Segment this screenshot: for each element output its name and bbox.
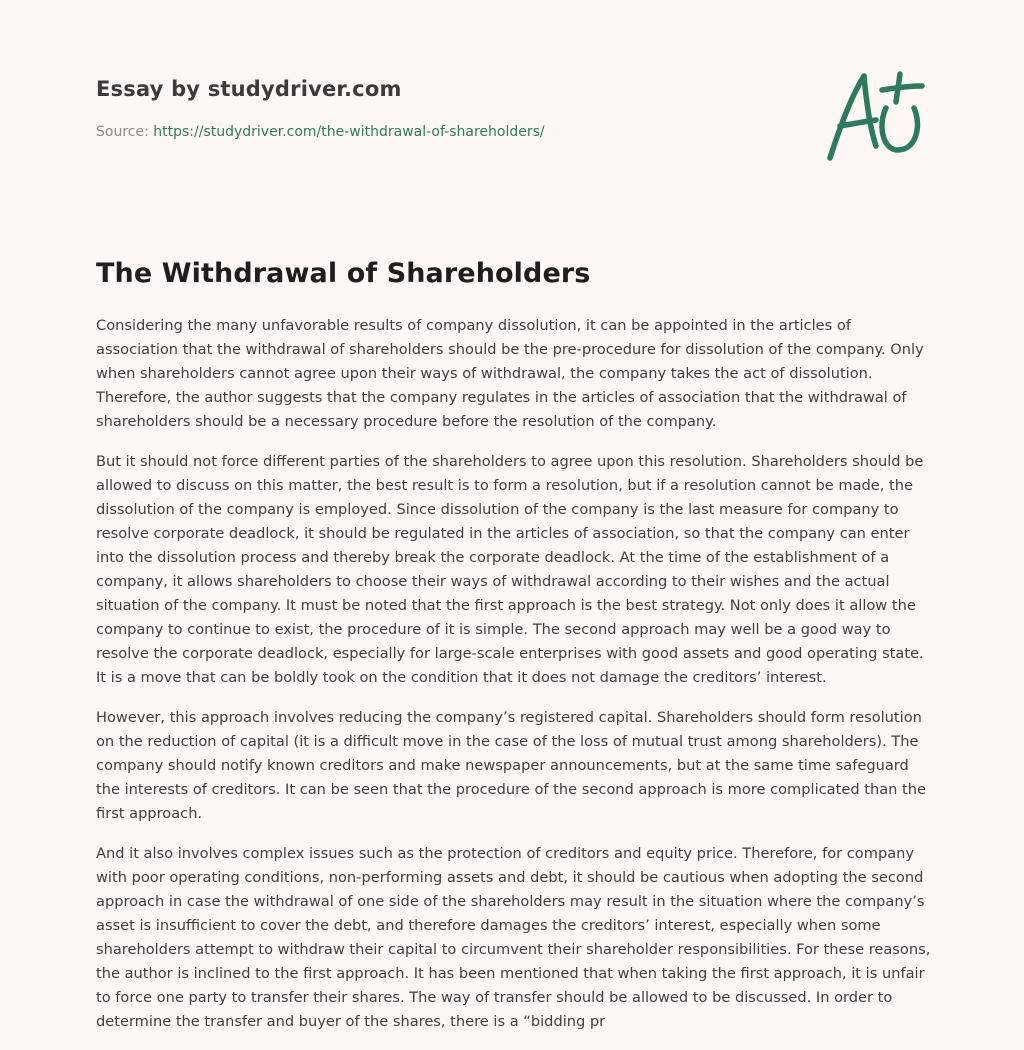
essay-header xyxy=(96,74,796,142)
essay-body xyxy=(96,314,936,1050)
source-label: Source: xyxy=(96,124,154,140)
a-plus-grade-icon xyxy=(822,68,926,164)
brand-title: Essay by studydriver.com xyxy=(96,77,402,101)
source-link[interactable]: https://studydriver.com/the-withdrawal-of-shareholders/ xyxy=(153,124,545,140)
paragraph: But it should not force different parties of the shareholders to agree upon this resolution. Shareholders should be allowed to discuss on this matter, the best result is to form a resolution, but if a resolution cannot be made, the dissolution of the company is employed. Since dissolution of the company is the last measure for company to resolve corporate deadlock, it should be regulated in the articles of association, so that the company can enter into the dissolution process and thereby break the corporate deadlock. At the time of the establishment of a company, it allows shareholders to choose their ways of withdrawal according to their wishes and the actual situation of the company. It must be noted that the first approach is the best strategy. Not only does it allow the company to continue to exist, the procedure of it is simple. The second approach may well be a good way to resolve the corporate deadlock, especially for large-scale enterprises with good assets and good operating state. It is a move that can be boldly took on the condition that it does not damage the creditors’ interest. xyxy=(96,453,924,686)
paragraph: Considering the many unfavorable results of company dissolution, it can be appointed in the articles of association that the withdrawal of shareholders should be the pre-procedure for dissolution of the company. Only when shareholders cannot agree upon their ways of withdrawal, the company takes the act of dissolution. Therefore, the author suggests that the company regulates in the articles of association that the withdrawal of shareholders should be a necessary procedure before the resolution of the company. xyxy=(96,317,924,430)
essay-title: The Withdrawal of Shareholders xyxy=(96,258,591,289)
paragraph: And it also involves complex issues such as the protection of creditors and equity price. Therefore, for company with poor operating conditions, non-performing assets and debt, it should be cautious when adopting the second approach in case the withdrawal of one side of the shareholders may result in the situation where the company’s asset is insufficient to cover the debt, and therefore damages the creditors’ interest, especially when some shareholders attempt to withdraw their capital to circumvent their shareholder responsibilities. For these reasons, the author is inclined to the first approach. It has been mentioned that when taking the first approach, it is unfair to force one party to transfer their shares. The way of transfer should be allowed to be discussed. In order to determine the transfer and buyer of the shares, there is a “bidding pr xyxy=(96,845,931,1030)
paragraph: However, this approach involves reducing the company’s registered capital. Shareholders should form resolution on the reduction of capital (it is a difficult move in the case of the loss of mutual trust among shareholders). The company should notify known creditors and make newspaper announcements, but at the same time safeguard the interests of creditors. It can be seen that the procedure of the second approach is more complicated than the first approach. xyxy=(96,709,926,822)
source-line xyxy=(96,122,796,142)
